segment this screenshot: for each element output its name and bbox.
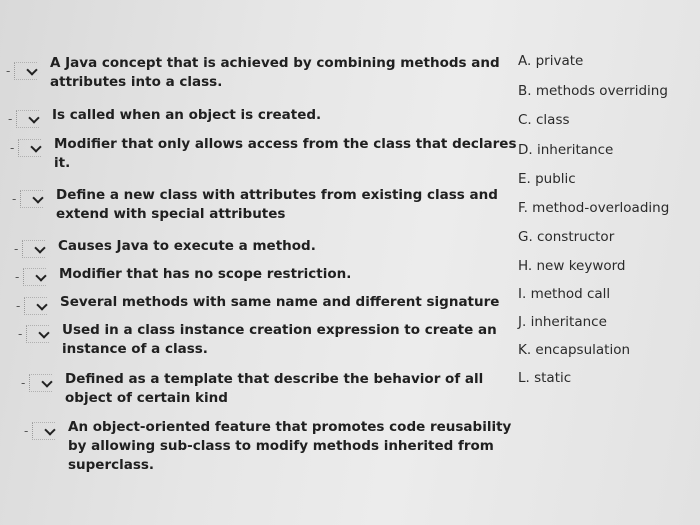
answer-select[interactable]: - <box>19 374 57 392</box>
chevron-down-icon[interactable] <box>35 242 46 253</box>
answer-option: H. new keyword <box>518 258 626 274</box>
question-text: Is called when an object is created. <box>52 107 322 123</box>
chevron-down-icon[interactable] <box>45 424 56 435</box>
chevron-down-icon[interactable] <box>31 141 42 152</box>
question-text: Several methods with same name and different signature <box>60 294 500 310</box>
answer-option: D. inheritance <box>518 142 614 158</box>
answer-option: L. static <box>518 370 572 386</box>
answer-select[interactable]: - <box>13 268 51 286</box>
answer-select[interactable]: - <box>16 325 54 343</box>
question-text: Defined as a template that describe the behavior of all object of certain kind <box>65 371 484 406</box>
question-text: Define a new class with attributes from existing class and extend with special attributes <box>56 187 498 222</box>
answer-select[interactable]: - <box>8 139 46 157</box>
answer-option: G. constructor <box>518 229 615 245</box>
answer-option: I. method call <box>518 286 611 302</box>
answer-option: K. encapsulation <box>518 342 631 358</box>
answer-option: E. public <box>518 171 576 187</box>
chevron-down-icon[interactable] <box>33 192 44 203</box>
question-text: Causes Java to execute a method. <box>58 238 316 254</box>
answer-option: A. private <box>518 53 584 69</box>
question-text: Used in a class instance creation expression to create an instance of a class. <box>62 322 497 357</box>
question-text: An object-oriented feature that promotes code reusability by allowing sub-class to modify methods inherited from superclass. <box>68 419 512 473</box>
answer-select[interactable]: - <box>12 240 50 258</box>
answer-option: F. method-overloading <box>518 200 670 216</box>
answer-option: J. inheritance <box>518 314 607 330</box>
chevron-down-icon[interactable] <box>42 376 53 387</box>
chevron-down-icon[interactable] <box>29 112 40 123</box>
answer-select[interactable]: - <box>14 297 52 315</box>
answer-option: C. class <box>518 112 570 128</box>
answer-option: B. methods overriding <box>518 83 668 99</box>
answer-select[interactable]: - <box>6 110 44 128</box>
question-text: Modifier that has no scope restriction. <box>59 266 352 282</box>
answer-select[interactable]: - <box>4 62 42 80</box>
question-text: A Java concept that is achieved by combining methods and attributes into a class. <box>50 55 500 90</box>
chevron-down-icon[interactable] <box>27 64 38 75</box>
answer-select[interactable]: - <box>10 190 48 208</box>
answer-select[interactable]: - <box>22 422 60 440</box>
question-text: Modifier that only allows access from the class that declares it. <box>54 136 517 171</box>
chevron-down-icon[interactable] <box>37 299 48 310</box>
chevron-down-icon[interactable] <box>39 327 50 338</box>
chevron-down-icon[interactable] <box>36 270 47 281</box>
